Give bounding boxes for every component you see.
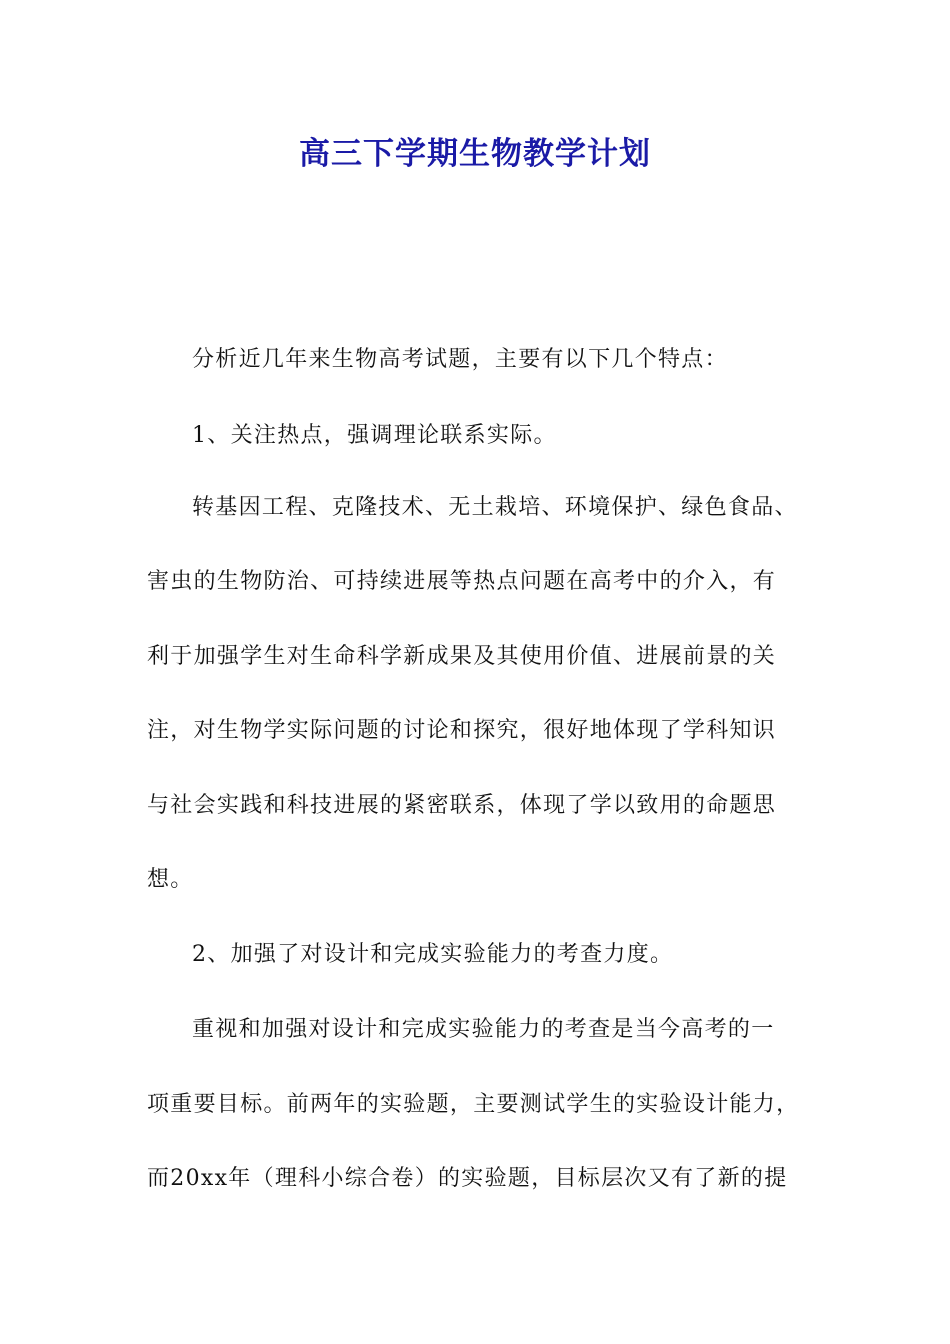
section-heading-1: 1、关注热点，强调理论联系实际。 [192, 423, 557, 448]
paragraph-line: 重视和加强对设计和完成实验能力的考查是当今高考的一 [192, 1017, 775, 1042]
paragraph-line: 利于加强学生对生命科学新成果及其使用价值、进展前景的关 [147, 644, 777, 669]
section-heading-2: 2、加强了对设计和完成实验能力的考查力度。 [192, 942, 674, 967]
paragraph-intro: 分析近几年来生物高考试题，主要有以下几个特点： [192, 347, 728, 372]
paragraph-line: 与社会实践和科技进展的紧密联系，体现了学以致用的命题思 [147, 793, 777, 818]
paragraph-line: 转基因工程、克隆技术、无土栽培、环境保护、绿色食品、 [192, 495, 798, 520]
document-title: 高三下学期生物教学计划 [299, 136, 651, 172]
paragraph-line: 项重要目标。前两年的实验题，主要测试学生的实验设计能力， [147, 1092, 800, 1117]
paragraph-line: 想。 [147, 867, 194, 892]
paragraph-line: 害虫的生物防治、可持续进展等热点问题在高考中的介入，有 [147, 569, 777, 594]
paragraph-line: 注，对生物学实际问题的讨论和探究，很好地体现了学科知识 [147, 718, 777, 743]
paragraph-line: 而20xx年（理科小综合卷）的实验题，目标层次又有了新的提 [147, 1166, 788, 1191]
